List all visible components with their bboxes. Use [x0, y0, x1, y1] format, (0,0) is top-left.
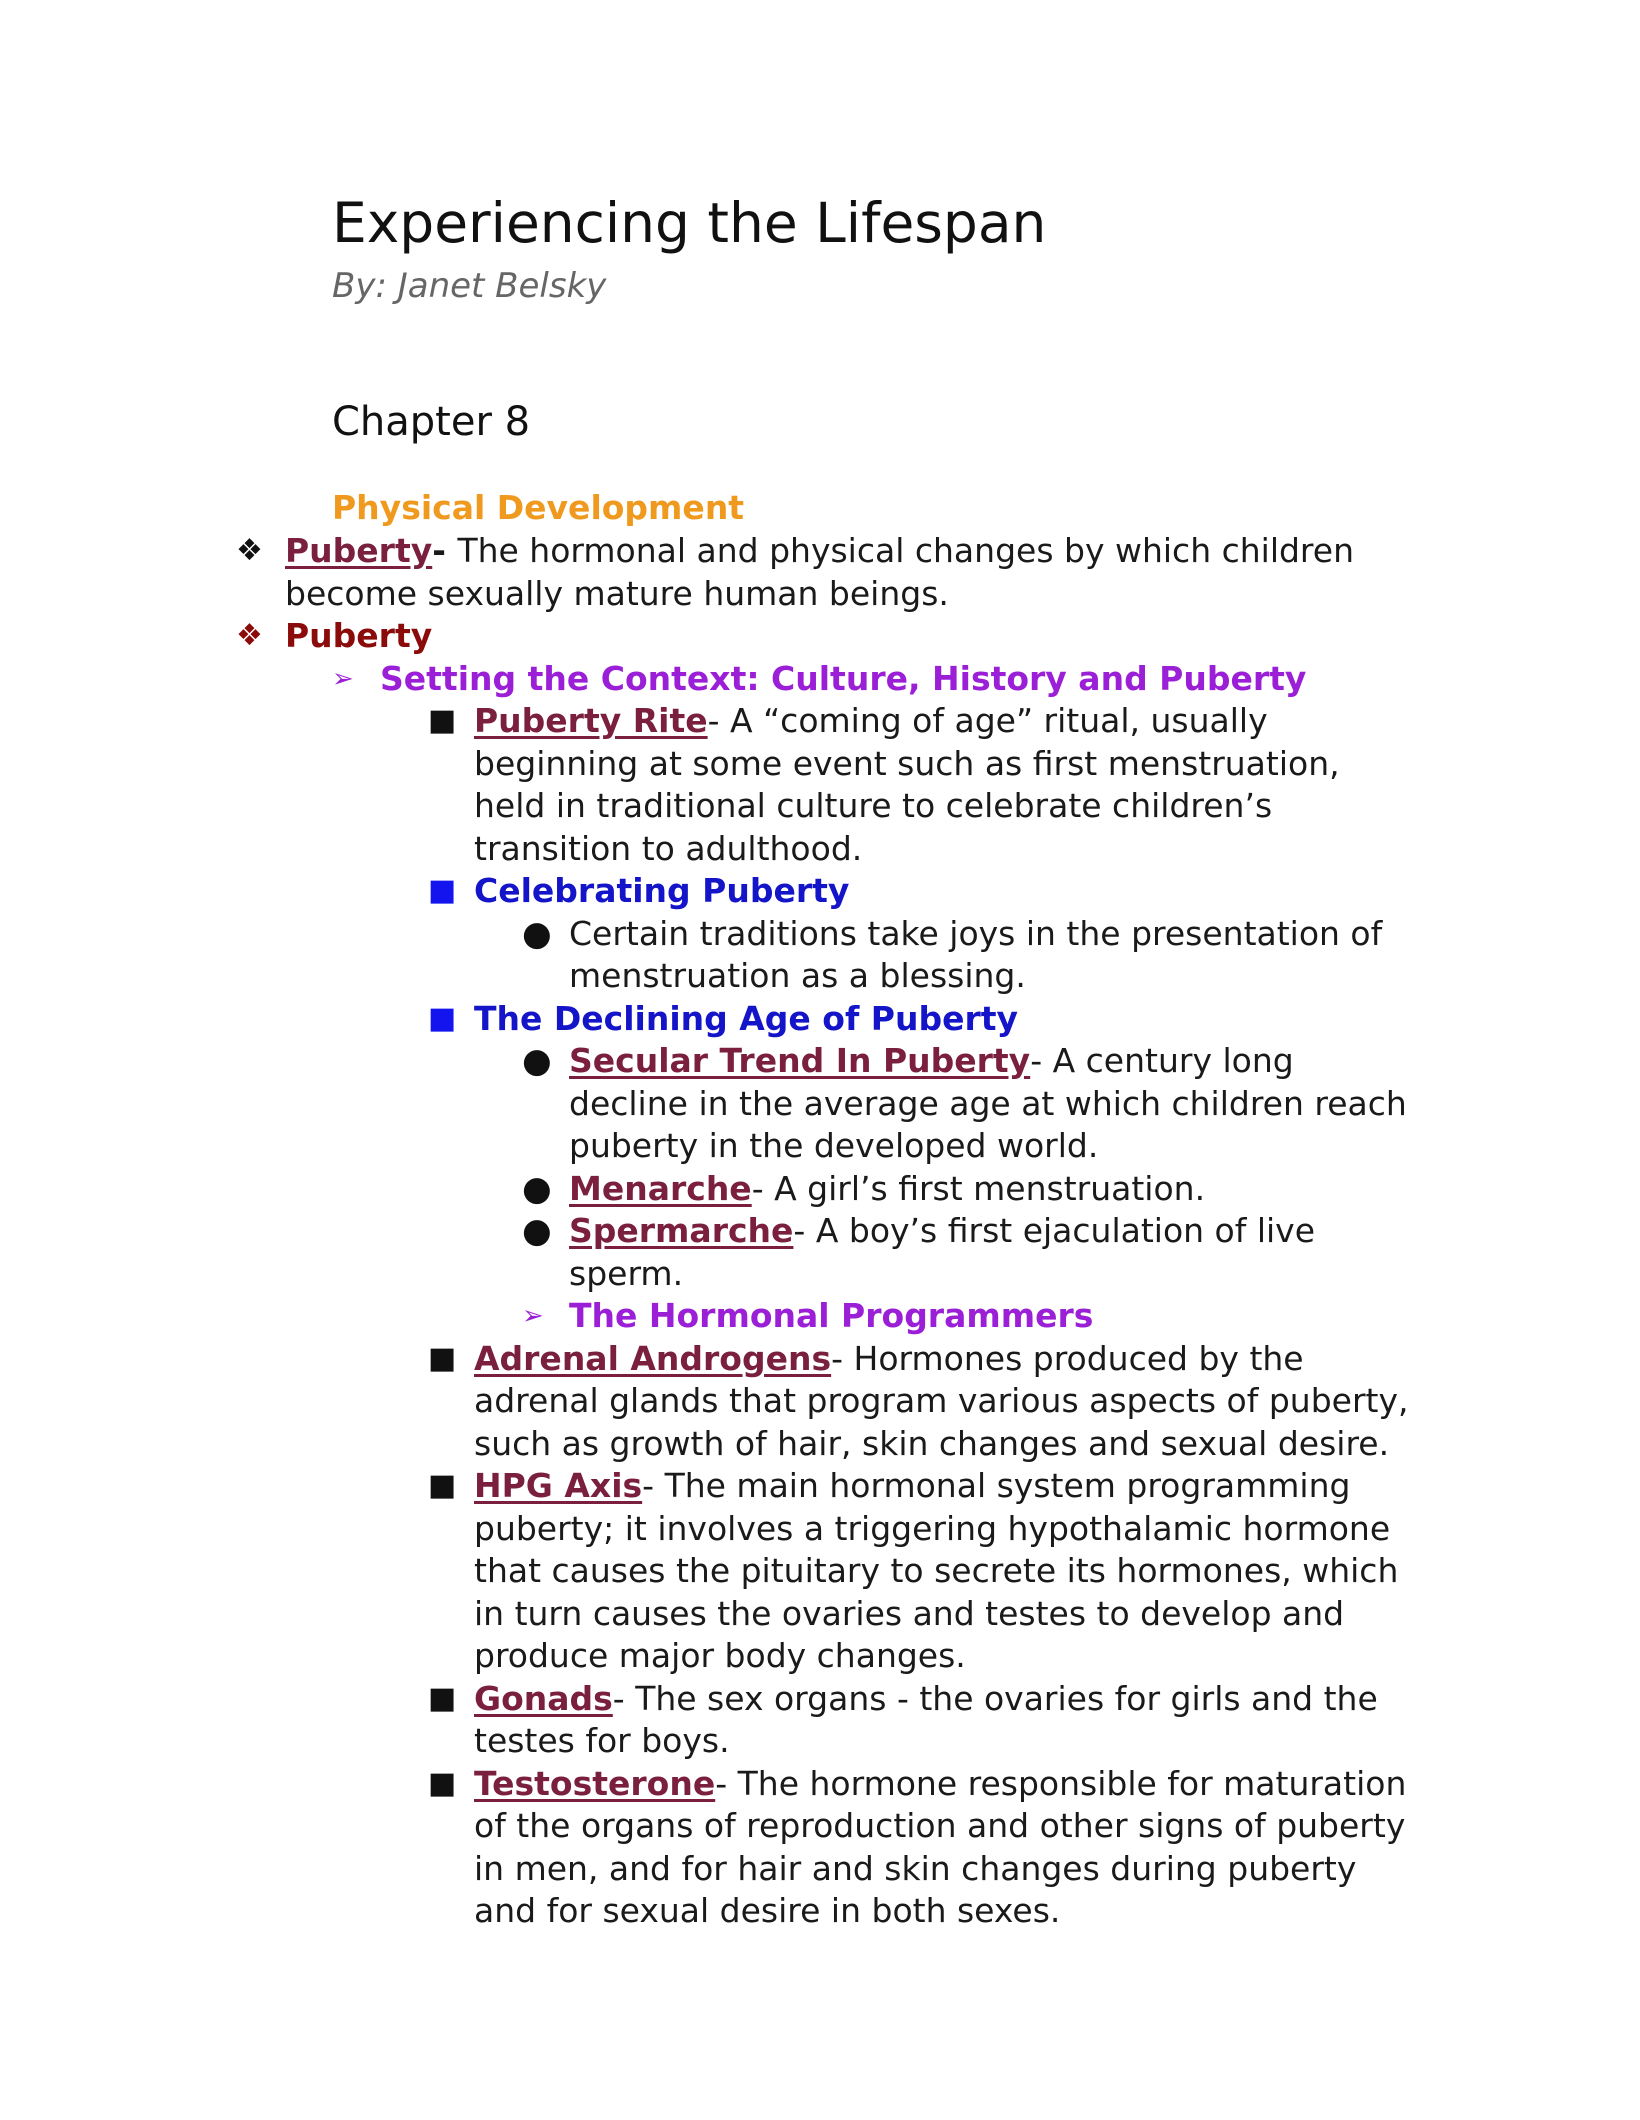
- heading-setting-context: Setting the Context: Culture, History and Puberty: [380, 658, 1307, 698]
- term-gonads[interactable]: Gonads: [474, 1678, 613, 1718]
- list-item: [0, 870, 1420, 913]
- list-item: [0, 1763, 1420, 1933]
- definition-text: - A boy’s first ejaculation of live sperm.: [569, 1211, 1316, 1293]
- list-item: [0, 1210, 1420, 1295]
- heading-celebrating-puberty: Celebrating Puberty: [474, 871, 850, 910]
- square-bullet-icon: ■: [428, 873, 457, 908]
- term-menarche[interactable]: Menarche: [569, 1168, 752, 1208]
- heading-hormonal-programmers: The Hormonal Programmers: [569, 1296, 1094, 1335]
- document-title: Experiencing the Lifespan: [332, 191, 1047, 255]
- list-item: [0, 1465, 1420, 1678]
- heading-declining-age: The Declining Age of Puberty: [474, 998, 1019, 1038]
- list-item: [0, 998, 1420, 1041]
- diamond-bullet-icon: ❖: [236, 533, 263, 568]
- document-author: By: Janet Belsky: [332, 266, 607, 306]
- arrow-bullet-icon: ➢: [522, 1301, 544, 1331]
- list-item: [0, 615, 1420, 658]
- term-puberty-rite[interactable]: Puberty Rite: [474, 701, 708, 740]
- list-item: [0, 658, 1420, 701]
- arrow-bullet-icon: ➢: [332, 663, 354, 694]
- diamond-bullet-icon: ❖: [236, 618, 263, 653]
- definition-text: - The hormone responsible for maturation of the organs of reproduction and other signs of puberty in men, and for hair and skin changes during puberty and for sexual desire in both sexes.: [474, 1763, 1407, 1930]
- list-item: [0, 530, 1420, 615]
- square-bullet-icon: ■: [428, 1468, 457, 1503]
- term-dash: -: [432, 531, 458, 570]
- chapter-heading: Chapter 8: [332, 399, 531, 445]
- list-item: [0, 1040, 1420, 1168]
- definition-text: - A “coming of age” ritual, usually beginning at some event such as first menstruation, held in traditional culture to celebrate children’s transition to adulthood.: [474, 701, 1340, 868]
- term-adrenal-androgens[interactable]: Adrenal Androgens: [474, 1338, 832, 1378]
- term-hpg-axis[interactable]: HPG Axis: [474, 1466, 643, 1505]
- list-item: [0, 700, 1420, 870]
- circle-bullet-icon: ●: [522, 1168, 552, 1209]
- term-puberty[interactable]: Puberty: [285, 531, 433, 570]
- definition-text: - The sex organs - the ovaries for girls and the testes for boys.: [474, 1678, 1378, 1760]
- square-bullet-icon: ■: [428, 1680, 457, 1716]
- term-testosterone[interactable]: Testosterone: [474, 1763, 716, 1803]
- circle-bullet-icon: ●: [522, 1041, 552, 1081]
- term-spermarche[interactable]: Spermarche: [569, 1211, 794, 1250]
- circle-bullet-icon: ●: [522, 913, 552, 954]
- circle-bullet-icon: ●: [522, 1211, 552, 1251]
- definition-text: - The main hormonal system programming puberty; it involves a triggering hypothalamic hormone that causes the pituitary to secrete its hormones, which in turn causes the ovaries and testes to develop and produce major body changes.: [474, 1466, 1399, 1675]
- list-item: [0, 913, 1420, 998]
- note-text: Certain traditions take joys in the presentation of menstruation as a blessing.: [569, 913, 1383, 995]
- list-item: [0, 1295, 1420, 1338]
- square-bullet-icon: ■: [428, 1340, 457, 1376]
- definition-text: - A century long decline in the average age at which children reach puberty in the developed world.: [569, 1041, 1407, 1165]
- definition-text: - A girl’s first menstruation.: [751, 1168, 1206, 1208]
- list-item: [0, 1168, 1420, 1211]
- outline-list: [0, 530, 1640, 1933]
- definition-text: The hormonal and physical changes by which children become sexually mature human beings.: [285, 531, 1354, 613]
- square-bullet-icon: ■: [428, 703, 457, 738]
- square-bullet-icon: ■: [428, 1765, 457, 1801]
- list-item: [0, 1338, 1420, 1466]
- heading-puberty: Puberty: [285, 616, 433, 655]
- square-bullet-icon: ■: [428, 1000, 457, 1036]
- section-heading: Physical Development: [332, 488, 745, 527]
- list-item: [0, 1678, 1420, 1763]
- term-secular-trend[interactable]: Secular Trend In Puberty: [569, 1041, 1031, 1080]
- definition-text: - Hormones produced by the adrenal glands that program various aspects of puberty, such as growth of hair, skin changes and sexual desire.: [474, 1338, 1409, 1463]
